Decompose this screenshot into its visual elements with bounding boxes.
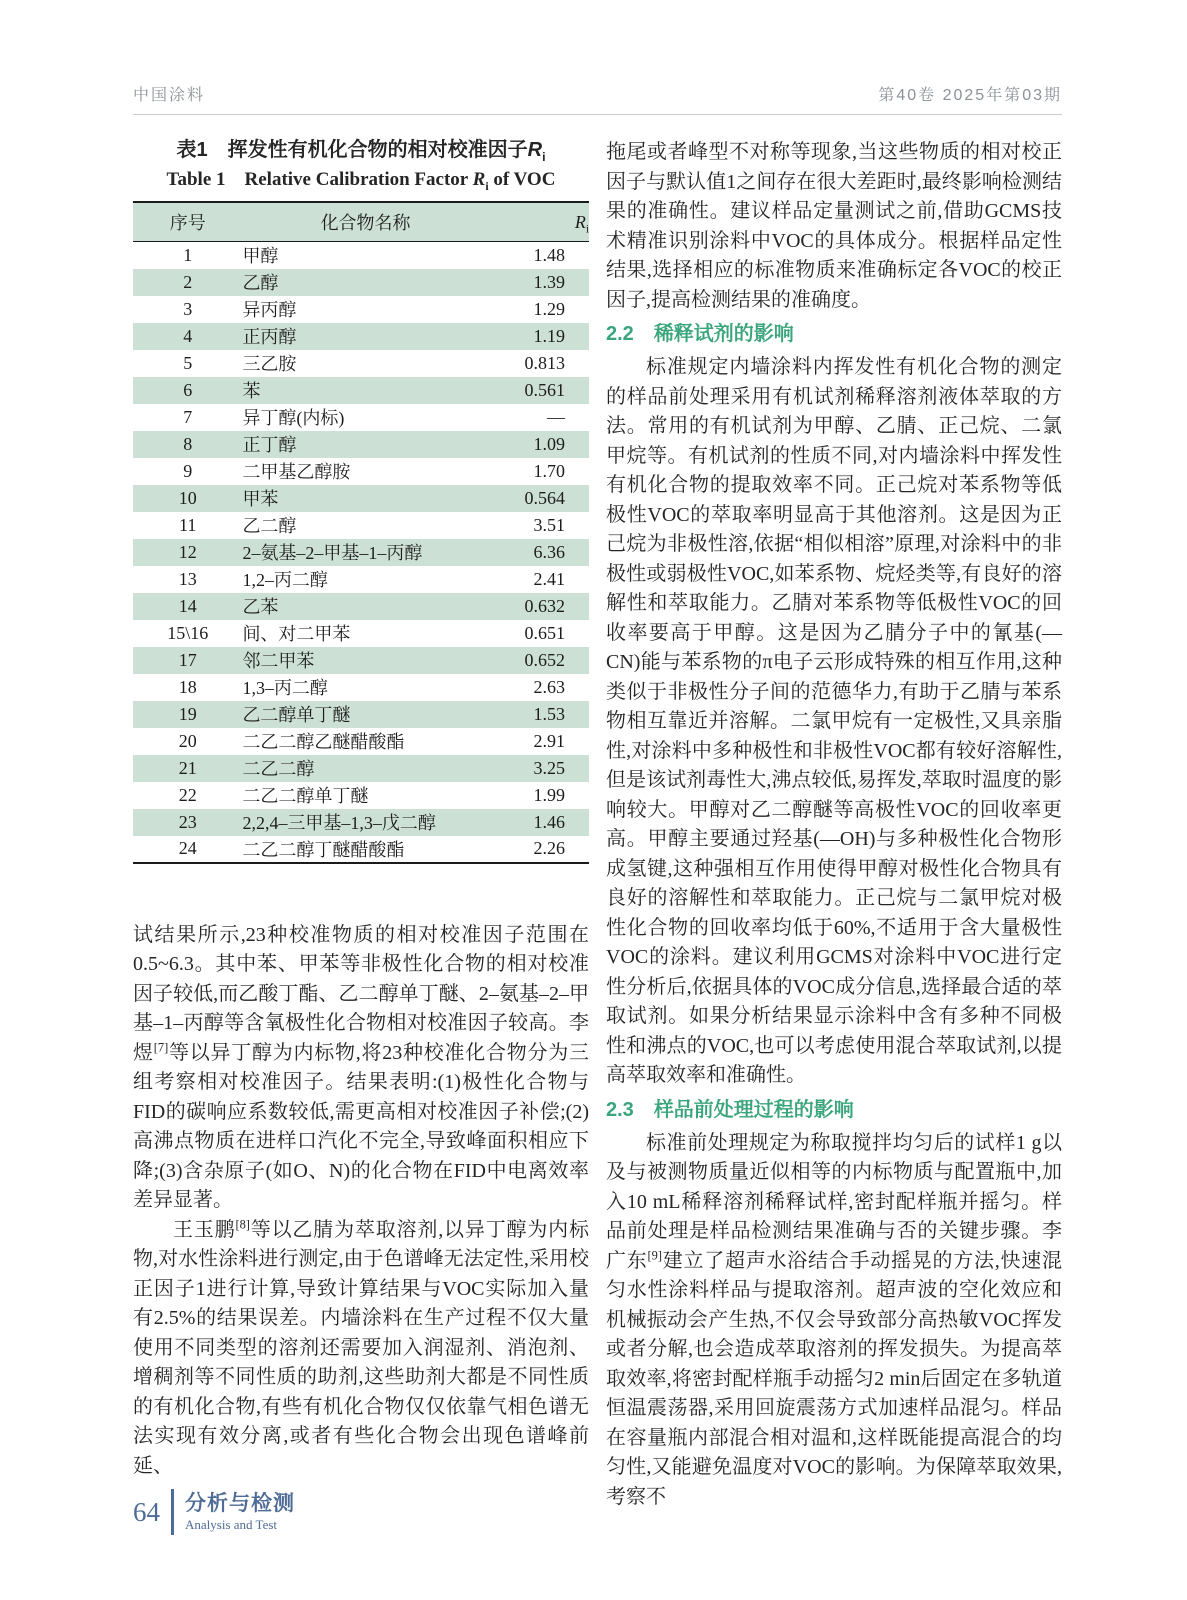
table-row bbox=[133, 323, 589, 350]
cell-ri-value: 1.53 bbox=[533, 703, 565, 724]
cell-compound-name: 苯 bbox=[242, 381, 261, 401]
cell-ri-value: 1.39 bbox=[533, 271, 565, 292]
cell-no: 15\16 bbox=[167, 622, 209, 643]
cell-no: 6 bbox=[183, 379, 193, 400]
cell-compound-name: 2,2,4–三甲基–1,3–戊二醇 bbox=[242, 813, 436, 833]
cell-no: 24 bbox=[178, 838, 197, 858]
cell-compound-name: 异丙醇 bbox=[242, 300, 297, 320]
cell-ri-value: 1.46 bbox=[533, 811, 565, 832]
page-number: 64 bbox=[133, 1496, 160, 1527]
table-row bbox=[133, 593, 589, 620]
paragraph-wang-yupeng: 王玉鹏[8]等以乙腈为萃取溶剂,以异丁醇为内标物,对水性涂料进行测定,由于色谱峰无法定性,采用校正因子1进行计算,导致计算结果与VOC实际加入量有2.5%的结果误差。内墙涂料在生产过程不仅大量使用不同类型的溶剂还需要加入润湿剂、消泡剂、增稠剂等不同性质的助剂,这些助剂大都是不同性质的有机化合物,有些有机化合物仅仅依靠气相色谱无法实现有效分离,或者有些化合物会出现色谱峰前延、 bbox=[133, 1216, 590, 1477]
table-row bbox=[133, 647, 589, 674]
table-row bbox=[133, 539, 589, 566]
cell-compound-name: 乙苯 bbox=[242, 597, 279, 617]
section-number: 2.2 bbox=[606, 323, 634, 345]
cell-ri-value: — bbox=[547, 406, 565, 427]
cell-ri-value: 0.564 bbox=[524, 487, 565, 508]
cell-compound-name: 正丁醇 bbox=[242, 435, 297, 455]
paragraph-results-continuation: 试结果所示,23种校准物质的相对校准因子范围在0.5~6.3。其中苯、甲苯等非极性化合物的相对校准因子较低,而乙酸丁酯、乙二醇单丁醚、2–氨基–2–甲基–1–丙醇等含氧极性化合物相对校准因子较高。李煜[7]等以异丁醇为内标物,将23种校准化合物分为三组考察相对校准因子。结果表明:(1)极性化合物与FID的碳响应系数较低,需更高相对校准因子补偿;(2)高沸点物质在进样口汽化不完全,导致峰面积相应下降;(3)含杂原子(如O、N)的化合物在FID中电离效率差异显著。 bbox=[133, 923, 590, 1211]
table-row bbox=[133, 242, 589, 269]
right-body-text bbox=[606, 138, 1062, 1512]
cell-compound-name: 异丁醇(内标) bbox=[242, 408, 345, 428]
cell-no: 11 bbox=[179, 514, 197, 535]
cell-ri-value: 2.63 bbox=[533, 676, 565, 697]
cell-no: 9 bbox=[183, 460, 193, 481]
table-row bbox=[133, 431, 589, 458]
cell-no: 4 bbox=[183, 325, 193, 346]
table-row bbox=[133, 350, 589, 377]
table-row bbox=[133, 674, 589, 701]
table-row bbox=[133, 512, 589, 539]
cell-no: 17 bbox=[178, 649, 197, 670]
cell-compound-name: 乙二醇单丁醚 bbox=[242, 705, 351, 725]
content-columns bbox=[133, 134, 1062, 1512]
table-row bbox=[133, 485, 589, 512]
cell-no: 18 bbox=[178, 676, 197, 697]
cell-ri-value: 1.99 bbox=[533, 784, 565, 805]
cell-no: 2 bbox=[183, 271, 193, 292]
cell-compound-name: 1,3–丙二醇 bbox=[242, 678, 328, 698]
table-title-cn: 表1 挥发性有机化合物的相对校准因子$R_i$ bbox=[176, 139, 546, 164]
cell-ri-value: 3.51 bbox=[533, 514, 565, 535]
col-header-no: 序号 bbox=[169, 213, 206, 233]
page-footer bbox=[133, 1489, 295, 1535]
section-heading-2-2 bbox=[606, 320, 1062, 349]
cell-ri-value: 1.19 bbox=[533, 325, 565, 346]
right-column bbox=[606, 134, 1062, 1512]
cell-no: 23 bbox=[178, 811, 197, 832]
cell-compound-name: 间、对二甲苯 bbox=[242, 624, 351, 644]
col-header-ri: $R_i$ bbox=[574, 211, 589, 236]
cell-ri-value: 0.561 bbox=[524, 379, 565, 400]
cell-ri-value: 2.26 bbox=[533, 838, 565, 858]
table-row bbox=[133, 566, 589, 593]
cell-no: 8 bbox=[183, 433, 193, 454]
table-row bbox=[133, 269, 589, 296]
left-column bbox=[133, 134, 589, 1512]
paragraph-tailing-continuation: 拖尾或者峰型不对称等现象,当这些物质的相对校正因子与默认值1之间存在很大差距时,最终影响检测结果的准确性。建议样品定量测试之前,借助GCMS技术精准识别涂料中VOC的具体成分。根据样品定性结果,选择相应的标准物质来准确标定各VOC的校正因子,提高检测结果的准确度。 bbox=[606, 141, 1062, 311]
cell-ri-value: 1.70 bbox=[533, 460, 565, 481]
cell-no: 10 bbox=[178, 487, 197, 508]
cell-ri-value: 1.29 bbox=[533, 298, 565, 319]
cell-no: 1 bbox=[183, 244, 193, 265]
table-row bbox=[133, 458, 589, 485]
section-title: 稀释试剂的影响 bbox=[653, 323, 794, 345]
cell-no: 13 bbox=[178, 568, 197, 589]
voc-calibration-table bbox=[133, 201, 589, 864]
cell-compound-name: 二乙二醇 bbox=[242, 759, 315, 779]
col-header-name: 化合物名称 bbox=[320, 213, 411, 233]
cell-compound-name: 正丙醇 bbox=[242, 327, 297, 347]
table-row bbox=[133, 782, 589, 809]
table-title-en: Table 1 Relative Calibration Factor $R_i$ of VOC bbox=[166, 169, 556, 193]
table-row bbox=[133, 836, 589, 863]
footer-section-labels bbox=[185, 1491, 295, 1533]
table-row bbox=[133, 377, 589, 404]
cell-no: 20 bbox=[178, 730, 197, 751]
cell-ri-value: 0.813 bbox=[524, 352, 565, 373]
cell-compound-name: 乙醇 bbox=[242, 273, 279, 293]
section-heading-2-3 bbox=[606, 1096, 1062, 1125]
cell-no: 3 bbox=[183, 298, 193, 319]
cell-compound-name: 二甲基乙醇胺 bbox=[242, 462, 351, 482]
cell-ri-value: 0.652 bbox=[524, 649, 565, 670]
cell-compound-name: 二乙二醇乙醚醋酸酯 bbox=[242, 732, 405, 752]
section-title: 样品前处理过程的影响 bbox=[653, 1098, 854, 1121]
cell-compound-name: 甲醇 bbox=[242, 246, 279, 267]
cell-ri-value: 0.632 bbox=[524, 595, 565, 616]
table-row bbox=[133, 809, 589, 836]
table-row bbox=[133, 755, 589, 782]
footer-section-en: Analysis and Test bbox=[185, 1517, 278, 1532]
table-row bbox=[133, 728, 589, 755]
table-row bbox=[133, 296, 589, 323]
cell-compound-name: 二乙二醇丁醚醋酸酯 bbox=[242, 839, 405, 860]
cell-compound-name: 2–氨基–2–甲基–1–丙醇 bbox=[242, 543, 423, 563]
cell-ri-value: 1.09 bbox=[533, 433, 565, 454]
cell-no: 22 bbox=[178, 784, 197, 805]
running-head bbox=[133, 82, 1062, 115]
table-row bbox=[133, 701, 589, 728]
journal-name: 中国涂料 bbox=[133, 87, 206, 104]
cell-no: 14 bbox=[178, 595, 197, 616]
cell-compound-name: 二乙二醇单丁醚 bbox=[242, 786, 369, 806]
cell-compound-name: 1,2–丙二醇 bbox=[242, 570, 328, 590]
cell-ri-value: 1.48 bbox=[533, 244, 565, 265]
voc-table-body bbox=[133, 242, 589, 863]
paragraph-section-2-2: 标准规定内墙涂料内挥发性有机化合物的测定的样品前处理采用有机试剂稀释溶剂液体萃取的方法。常用的有机试剂为甲醇、乙腈、正己烷、二氯甲烷等。有机试剂的性质不同,对内墙涂料中挥发性有机化合物的提取效率不同。正己烷对苯系物等低极性VOC的萃取率明显高于其他溶剂。这是因为正己烷为非极性溶,依据“相似相溶”原理,对涂料中的非极性或弱极性VOC,如苯系物、烷烃类等,有良好的溶解性和萃取能力。乙腈对苯系物等低极性VOC的回收率要高于甲醇。这是因为乙腈分子中的氰基(—CN)能与苯系物的π电子云形成特殊的相互作用,这种类似于非极性分子间的范德华力,有助于乙腈与苯系物相互靠近并溶解。二氯甲烷有一定极性,又具亲脂性,对涂料中多种极性和非极性VOC都有较好溶解性,但是该试剂毒性大,沸点较低,易挥发,萃取时温度的影响较大。甲醇对乙二醇醚等高极性VOC的回收率更高。甲醇主要通过羟基(—OH)与多种极性化合物形成氢键,这种强相互作用使得甲醇对极性化合物具有良好的溶解性和萃取能力。正己烷与二氯甲烷对极性化合物的回收率均低于60%,不适用于含大量极性VOC的涂料。建议利用GCMS对涂料中VOC进行定性分析后,依据具体的VOC成分信息,选择最合适的萃取试剂。如果分析结果显示涂料中含有多种不同极性和沸点的VOC,也可以考虑使用混合萃取试剂,以提高萃取效率和准确性。 bbox=[606, 356, 1062, 1086]
header-row bbox=[133, 202, 589, 242]
cell-no: 7 bbox=[183, 406, 193, 427]
cell-no: 21 bbox=[178, 757, 197, 778]
cell-no: 5 bbox=[183, 352, 193, 373]
left-body-text bbox=[133, 921, 589, 1482]
issue-info: 第40卷 2025年第03期 bbox=[878, 87, 1062, 104]
cell-no: 12 bbox=[178, 541, 197, 562]
paragraph-section-2-3: 标准前处理规定为称取搅拌均匀后的试样1 g以及与被测物质量近似相等的内标物质与配置瓶中,加入10 mL稀释溶剂稀释试样,密封配样瓶并摇匀。样品前处理是样品检测结果准确与否的关键步骤。李广东[9]建立了超声水浴结合手动摇晃的方法,快速混匀水性涂料样品与提取溶剂。超声波的空化效应和机械振动会产生热,不仅会导致部分高热敏VOC挥发或者分解,也会造成萃取溶剂的挥发损失。为提高萃取效率,将密封配样瓶手动摇匀2 min后固定在多轨道恒温震荡器,采用回旋震荡方式加速样品混匀。样品在容量瓶内部混合相对温和,这样既能提高混合的均匀性,又能避免温度对VOC的影响。为保障萃取效果,考察不 bbox=[606, 1131, 1063, 1508]
cell-ri-value: 3.25 bbox=[533, 757, 565, 778]
footer-divider-bar bbox=[171, 1489, 174, 1535]
cell-ri-value: 0.651 bbox=[524, 622, 565, 643]
cell-no: 19 bbox=[178, 703, 197, 724]
cell-ri-value: 2.41 bbox=[533, 568, 565, 589]
cell-compound-name: 三乙胺 bbox=[242, 354, 297, 374]
cell-compound-name: 邻二甲苯 bbox=[242, 651, 315, 671]
table-row bbox=[133, 620, 589, 647]
cell-ri-value: 6.36 bbox=[533, 541, 565, 562]
section-number: 2.3 bbox=[606, 1098, 634, 1121]
table-row bbox=[133, 404, 589, 431]
cell-ri-value: 2.91 bbox=[533, 730, 565, 751]
voc-table-head bbox=[133, 202, 589, 242]
cell-compound-name: 甲苯 bbox=[242, 489, 279, 509]
footer-section-cn: 分析与检测 bbox=[185, 1492, 295, 1515]
cell-compound-name: 乙二醇 bbox=[242, 516, 297, 536]
